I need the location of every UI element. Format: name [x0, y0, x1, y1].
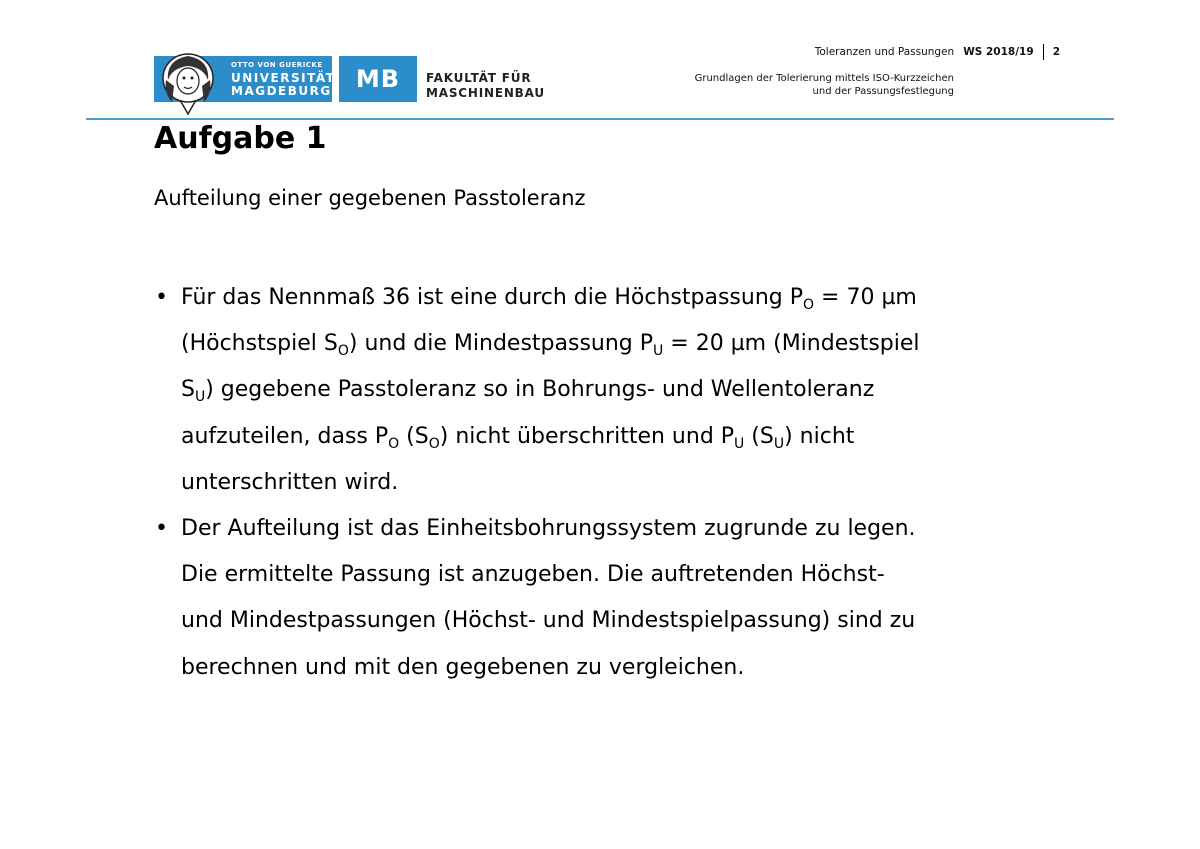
- header-subtitle-line1: Grundlagen der Tolerierung mittels ISO-Kurzzeichen: [694, 73, 954, 84]
- bullet1-line4: aufzuteilen, dass $P_O$ $(S_O)$ nicht überschritten und $P_U$ $(S_U)$ nicht: [181, 423, 855, 452]
- bullet-item-1: [154, 275, 1054, 506]
- slide-header: [815, 44, 1060, 60]
- bullet-item-2: [154, 506, 1054, 691]
- header-rule: [86, 118, 1114, 120]
- bullet2-line2: Die ermittelte Passung ist anzugeben. Die auftretenden Höchst-: [181, 562, 885, 588]
- logo-city-text: MAGDEBURG: [231, 84, 332, 98]
- faculty-line1: FAKULTÄT FÜR: [426, 71, 532, 85]
- logo-university-text: UNIVERSITÄT: [231, 71, 336, 85]
- header-subtitle-line2: und der Passungsfestlegung: [812, 86, 954, 97]
- bullet1-line5: unterschritten wird.: [181, 469, 399, 495]
- bullet1-line3: $S_U$) gegebene Passtoleranz so in Bohrungs- und Wellentoleranz: [181, 377, 875, 406]
- header-divider: [1043, 44, 1044, 60]
- guericke-portrait-icon: [160, 50, 216, 116]
- faculty-line2: MASCHINENBAU: [426, 86, 545, 100]
- bullet1-line1: Für das Nennmaß 36 ist eine durch die Höchstpassung $P_O = 70$ µm: [181, 285, 917, 313]
- semester-label: WS 2018/19: [963, 46, 1034, 58]
- bullet-list: [154, 275, 1054, 691]
- page-number: 2: [1052, 46, 1060, 58]
- bullet2-line3: und Mindestpassungen (Höchst- und Mindestspielpassung) sind zu: [181, 608, 916, 634]
- slide-subtitle: Aufteilung einer gegebenen Passtoleranz: [154, 186, 586, 210]
- logo-small-text: OTTO VON GUERICKE: [231, 61, 323, 69]
- bullet-dot-icon: •: [155, 285, 168, 310]
- mb-logo: MB: [339, 56, 417, 102]
- bullet2-line1: Der Aufteilung ist das Einheitsbohrungssystem zugrunde zu legen.: [181, 516, 916, 542]
- bullet2-line4: berechnen und mit den gegebenen zu vergleichen.: [181, 654, 745, 680]
- slide-title: Aufgabe 1: [154, 121, 327, 156]
- bullet-dot-icon: •: [155, 516, 168, 542]
- course-title: Toleranzen und Passungen: [814, 46, 955, 58]
- bullet1-line2: (Höchstspiel $S_O$) und die Mindestpassung $P_U = 20$ µm (Mindestspiel: [181, 331, 920, 360]
